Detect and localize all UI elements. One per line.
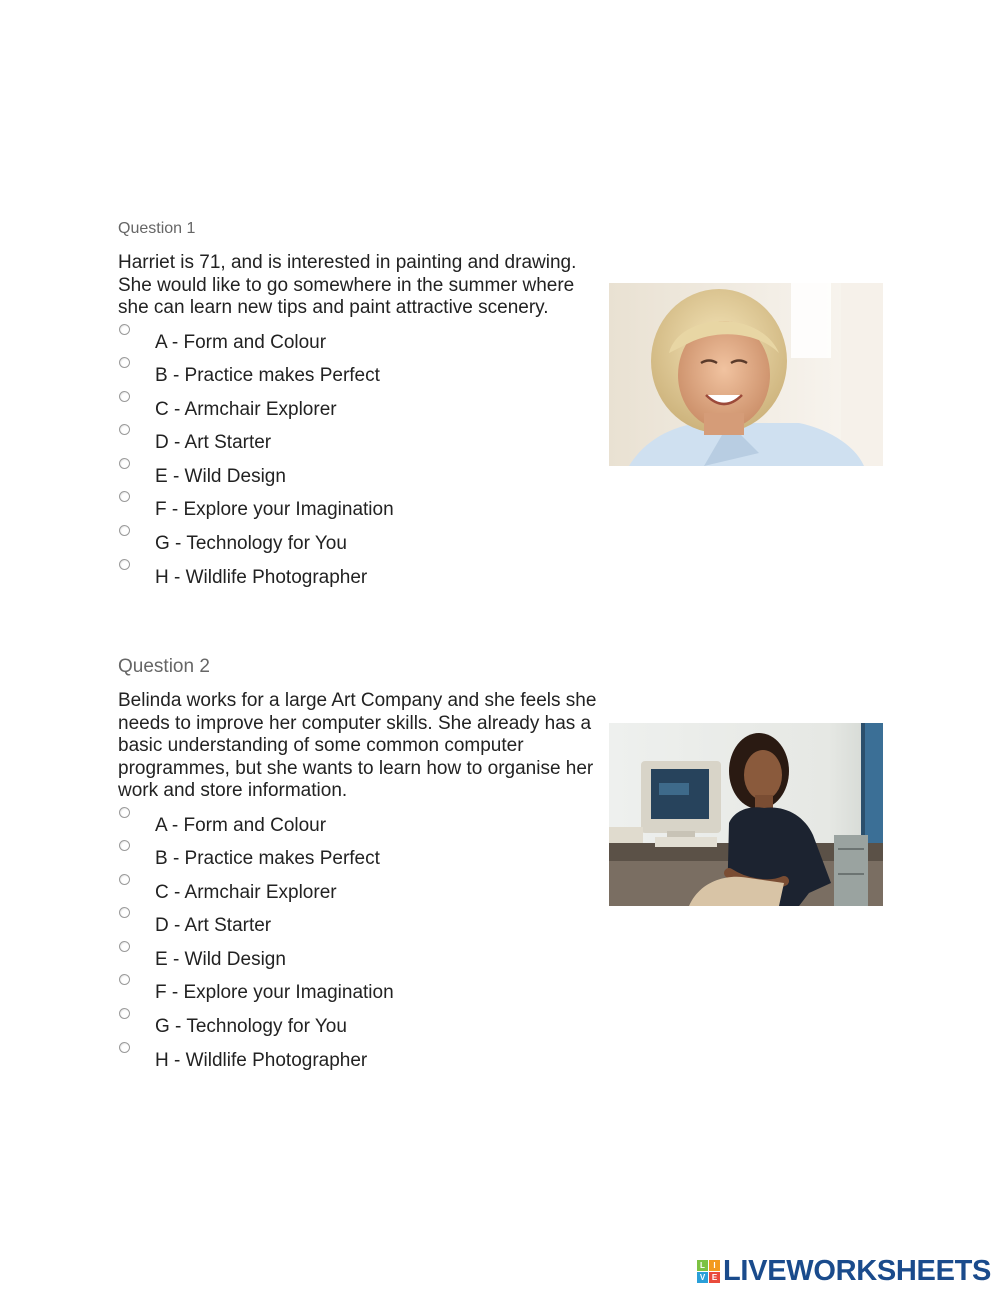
radio-button[interactable] — [119, 874, 130, 885]
option-h[interactable] — [118, 1042, 883, 1076]
option-label: F - Explore your Imagination — [155, 499, 394, 521]
option-label: B - Practice makes Perfect — [155, 848, 380, 870]
option-label: D - Art Starter — [155, 432, 272, 454]
option-label: D - Art Starter — [155, 915, 272, 937]
radio-button[interactable] — [119, 807, 130, 818]
option-label: H - Wildlife Photographer — [155, 1049, 368, 1071]
option-h[interactable] — [118, 559, 883, 593]
option-label: G - Technology for You — [155, 1016, 347, 1038]
logo-block-i: I — [709, 1260, 720, 1271]
question-1 — [118, 220, 883, 592]
option-label: H - Wildlife Photographer — [155, 566, 368, 588]
radio-button[interactable] — [119, 391, 130, 402]
radio-button[interactable] — [119, 840, 130, 851]
option-g[interactable] — [118, 525, 883, 559]
radio-button[interactable] — [119, 458, 130, 469]
option-label: C - Armchair Explorer — [155, 881, 337, 903]
question-text: Belinda works for a large Art Company and she feels she needs to improve her computer skills. She already has a basic understanding of some common computer programmes, but she wants to learn how to organise her work and store information. — [118, 690, 597, 801]
question-text: Harriet is 71, and is interested in painting and drawing. She would like to go somewhere in the summer where she can learn new tips and paint attractive scenery. — [118, 252, 577, 318]
radio-button[interactable] — [119, 491, 130, 502]
liveworksheets-logo — [697, 1256, 991, 1286]
radio-button[interactable] — [119, 974, 130, 985]
radio-button[interactable] — [119, 525, 130, 536]
photo-smiling-woman — [609, 283, 883, 466]
option-label: G - Technology for You — [155, 533, 347, 555]
radio-button[interactable] — [119, 324, 130, 335]
option-label: E - Wild Design — [155, 465, 286, 487]
option-label: C - Armchair Explorer — [155, 398, 337, 420]
radio-button[interactable] — [119, 424, 130, 435]
option-label: A - Form and Colour — [155, 814, 327, 836]
question-2 — [118, 656, 883, 1075]
option-f[interactable] — [118, 491, 883, 525]
radio-button[interactable] — [119, 907, 130, 918]
option-d[interactable] — [118, 907, 883, 941]
logo-block-v: V — [697, 1272, 708, 1283]
option-g[interactable] — [118, 1008, 883, 1042]
question-label: Question 1 — [118, 220, 196, 237]
question-body — [118, 690, 883, 1075]
photo-woman-at-computer — [609, 723, 883, 906]
radio-button[interactable] — [119, 1042, 130, 1053]
option-f[interactable] — [118, 974, 883, 1008]
radio-button[interactable] — [119, 357, 130, 368]
option-e[interactable] — [118, 941, 883, 975]
radio-button[interactable] — [119, 1008, 130, 1019]
logo-block-l: L — [697, 1260, 708, 1271]
option-label: B - Practice makes Perfect — [155, 365, 380, 387]
question-label: Question 2 — [118, 656, 210, 677]
logo-block-e: E — [709, 1272, 720, 1283]
question-body — [118, 252, 883, 592]
logo-text: LIVEWORKSHEETS — [723, 1255, 992, 1287]
logo-blocks — [697, 1260, 720, 1283]
option-label: A - Form and Colour — [155, 331, 327, 353]
option-label: F - Explore your Imagination — [155, 982, 394, 1004]
radio-button[interactable] — [119, 941, 130, 952]
radio-button[interactable] — [119, 559, 130, 570]
option-label: E - Wild Design — [155, 948, 286, 970]
